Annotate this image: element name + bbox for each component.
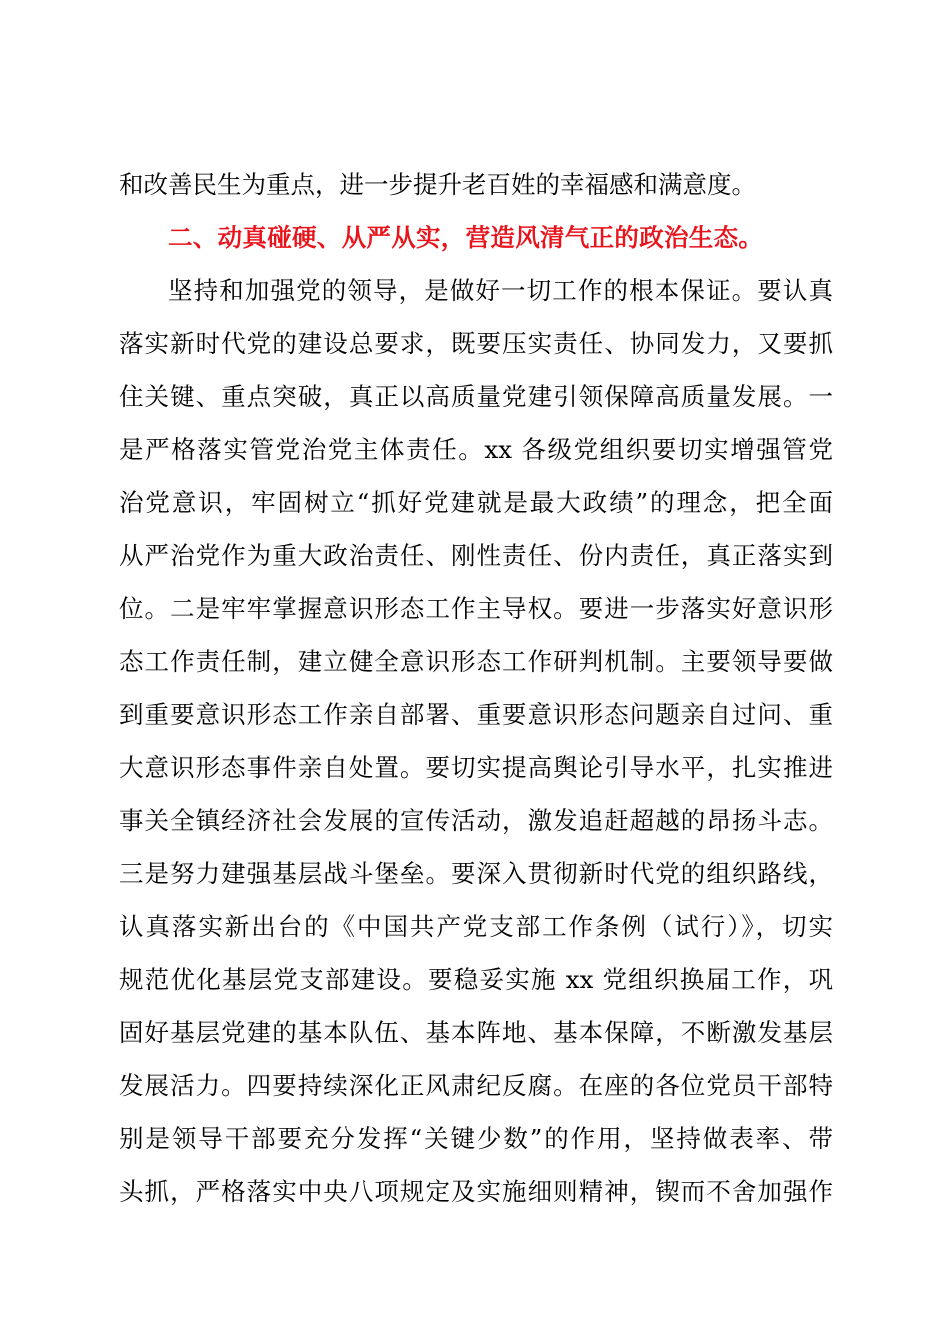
paragraph-line: 位。二是牢牢掌握意识形态工作主导权。要进一步落实好意识形 — [119, 594, 833, 623]
paragraph-line: 是严格落实管党治党主体责任。xx 各级党组织要切实增强管党 — [119, 435, 833, 464]
paragraph-line: 大意识形态事件亲自处置。要切实提高舆论引导水平，扎实推进 — [119, 753, 833, 782]
paragraph-line: 固好基层党建的基本队伍、基本阵地、基本保障，不断激发基层 — [119, 1018, 833, 1047]
page-body — [119, 158, 833, 1218]
paragraph-line: 住关键、重点突破，真正以高质量党建引领保障高质量发展。一 — [119, 382, 833, 411]
paragraph-line: 规范优化基层党支部建设。要稳妥实施 xx 党组织换届工作，巩 — [119, 965, 833, 994]
section-heading: 二、动真碰硬、从严从实，营造风清气正的政治生态。 — [168, 223, 764, 252]
paragraph-line: 认真落实新出台的《中国共产党支部工作条例（试行）》，切实 — [119, 912, 833, 941]
paragraph-line: 落实新时代党的建设总要求，既要压实责任、协同发力，又要抓 — [119, 329, 833, 358]
paragraph-line: 到重要意识形态工作亲自部署、重要意识形态问题亲自过问、重 — [119, 700, 833, 729]
paragraph-line: 态工作责任制，建立健全意识形态工作研判机制。主要领导要做 — [119, 647, 833, 676]
paragraph-line: 三是努力建强基层战斗堡垒。要深入贯彻新时代党的组织路线， — [119, 859, 833, 888]
paragraph-line: 别是领导干部要充分发挥“关键少数”的作用，坚持做表率、带 — [119, 1124, 833, 1153]
paragraph-line: 从严治党作为重大政治责任、刚性责任、份内责任，真正落实到 — [119, 541, 833, 570]
paragraph-line: 坚持和加强党的领导，是做好一切工作的根本保证。要认真 — [168, 276, 833, 305]
paragraph-line: 发展活力。四要持续深化正风肃纪反腐。在座的各位党员干部特 — [119, 1071, 833, 1100]
paragraph-line: 头抓，严格落实中央八项规定及实施细则精神，锲而不舍加强作 — [119, 1177, 833, 1206]
paragraph-line: 和改善民生为重点，进一步提升老百姓的幸福感和满意度。 — [119, 170, 756, 199]
paragraph-line: 事关全镇经济社会发展的宣传活动，激发追赶超越的昂扬斗志。 — [119, 806, 833, 835]
paragraph-line: 治党意识，牢固树立“抓好党建就是最大政绩”的理念，把全面 — [119, 488, 833, 517]
